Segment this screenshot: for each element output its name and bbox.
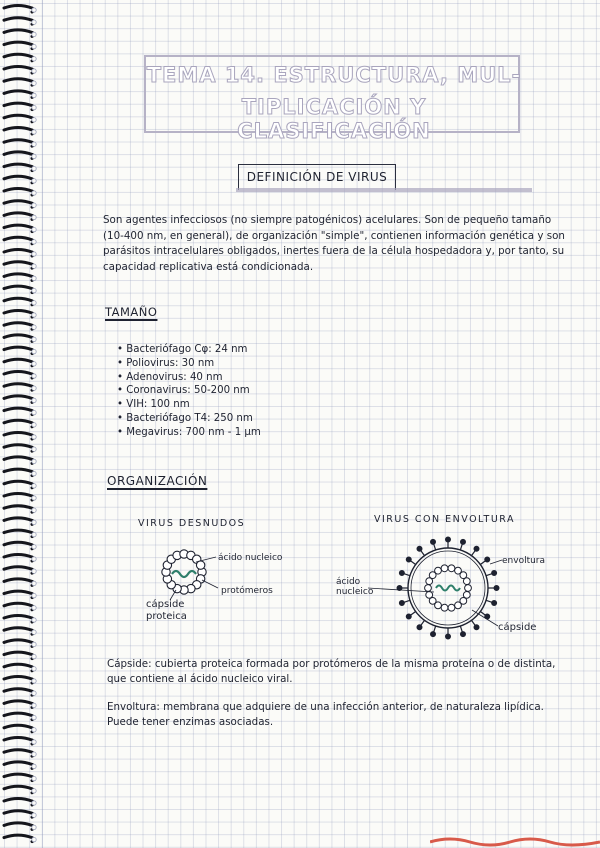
label-nucleico: nucleico [336, 587, 374, 597]
spiral-hole [32, 252, 36, 256]
spiral-ring [4, 6, 34, 13]
spiral-ring [4, 725, 34, 732]
spiral-ring [4, 640, 34, 647]
spiral-ring [4, 274, 34, 281]
spiral-ring [4, 811, 34, 818]
spiral-hole [32, 215, 36, 219]
spike-head [461, 539, 466, 544]
spiral-ring [4, 677, 34, 684]
spiral-hole [32, 581, 36, 585]
spiral-ring [4, 18, 34, 25]
list-item: • VIH: 100 nm [117, 398, 261, 412]
spiral-hole [32, 618, 36, 622]
spiral-hole [32, 179, 36, 183]
spiral-hole [32, 484, 36, 488]
spiral-ring [4, 54, 34, 61]
spiral-hole [32, 752, 36, 756]
section-underline [236, 188, 532, 192]
spiral-ring [4, 799, 34, 806]
protomer [196, 561, 204, 569]
spiral-ring [4, 445, 34, 452]
enveloped-virus-title: VIRUS CON ENVOLTURA [374, 514, 516, 525]
title-line-1: TEMA 14. ESTRUCTURA, MUL- [146, 63, 522, 87]
spiral-ring [4, 616, 34, 623]
spiral-hole [32, 203, 36, 207]
spiral-hole [32, 154, 36, 158]
spiral-hole [32, 337, 36, 341]
spiral-ring [4, 384, 34, 391]
title-box [144, 55, 522, 143]
spiral-hole [32, 118, 36, 122]
spiral-ring [4, 42, 34, 49]
spiral-hole [32, 557, 36, 561]
spiral-hole [32, 691, 36, 695]
section-title: DEFINICIÓN DE VIRUS [246, 170, 388, 184]
spiral-hole [32, 227, 36, 231]
spiral-hole [32, 593, 36, 597]
label-protomeros: protómeros [221, 586, 273, 596]
spiral-ring [4, 713, 34, 720]
spiral-hole [32, 301, 36, 305]
spiral-ring [4, 774, 34, 781]
spiral-hole [32, 362, 36, 366]
spiral-ring [4, 652, 34, 659]
spiral-ring [4, 457, 34, 464]
list-item: • Megavirus: 700 nm - 1 μm [117, 426, 261, 440]
spiral-ring [4, 213, 34, 220]
intro-paragraph: Son agentes infecciosos (no siempre patogénicos) acelulares. Son de pequeño tamaño (10-400 nm, en general), de organización "simple", contienen información genética y son parásitos intracelulares obligados, inertes fuera de la célula hospedadora y, por tanto, su capacidad replicativa está condicionada. [103, 214, 565, 273]
organization-heading: ORGANIZACIÓN [107, 474, 208, 488]
spiral-hole [32, 606, 36, 610]
list-item: • Coronavirus: 50-200 nm [117, 384, 261, 398]
spiral-ring [4, 567, 34, 574]
spiral-hole [32, 288, 36, 292]
spiral-hole [32, 398, 36, 402]
spiral-hole [32, 703, 36, 707]
spiral-ring [4, 152, 34, 159]
spiral-ring [4, 201, 34, 208]
spiral-ring [4, 591, 34, 598]
spiral-hole [32, 728, 36, 732]
spiral-ring [4, 506, 34, 513]
spiral-ring [4, 786, 34, 793]
spiral-hole [32, 57, 36, 61]
spiral-ring [4, 555, 34, 562]
label-acido-nucleico: ácido nucleico [218, 553, 283, 563]
label-acido: ácido [336, 577, 361, 587]
size-heading: TAMAÑO [105, 305, 158, 319]
spiral-hole [32, 630, 36, 634]
spiral-ring [4, 335, 34, 342]
spiral-hole [32, 142, 36, 146]
spiral-ring [4, 579, 34, 586]
spiral-ring [4, 823, 34, 830]
spiral-hole [32, 81, 36, 85]
spiral-ring [4, 262, 34, 269]
spiral-ring [4, 701, 34, 708]
spiral-hole [32, 130, 36, 134]
spiral-ring [4, 762, 34, 769]
label-capside-env: cápside [498, 622, 537, 633]
spiral-ring [4, 396, 34, 403]
spiral-ring [4, 323, 34, 330]
spiral-hole [32, 496, 36, 500]
spiral-hole [32, 715, 36, 719]
spiral-ring [4, 494, 34, 501]
spiral-ring [4, 603, 34, 610]
label-leader-lines [330, 548, 570, 638]
spiral-ring [4, 140, 34, 147]
spiral-hole [32, 349, 36, 353]
spiral-ring [4, 433, 34, 440]
spiral-ring [4, 359, 34, 366]
spiral-ring [4, 67, 34, 74]
spiral-hole [32, 667, 36, 671]
spiral-hole [32, 374, 36, 378]
label-capside: cápside [146, 599, 185, 610]
spiral-hole [32, 471, 36, 475]
margin-line [42, 0, 43, 848]
spiral-ring [4, 628, 34, 635]
spiral-hole [32, 569, 36, 573]
spiral-hole [32, 679, 36, 683]
list-item: • Adenovirus: 40 nm [117, 371, 261, 385]
spiral-ring [4, 664, 34, 671]
spiral-ring [4, 79, 34, 86]
spiral-hole [32, 532, 36, 536]
spiral-ring [4, 128, 34, 135]
spiral-ring [4, 738, 34, 745]
spiral-hole [32, 459, 36, 463]
next-page-edge [430, 830, 600, 848]
spiral-ring [4, 530, 34, 537]
spiral-hole [32, 520, 36, 524]
rna-squiggle-icon [172, 571, 196, 577]
spiral-hole [32, 325, 36, 329]
spiral-hole [32, 386, 36, 390]
spiral-hole [32, 789, 36, 793]
spiral-ring [4, 750, 34, 757]
spike-head [446, 537, 451, 542]
capside-definition: Cápside: cubierta proteica formada por protómeros de la misma proteína o de distinta, que contiene al ácido nucleico viral. [107, 658, 556, 685]
list-item: • Bacteriófago T4: 250 nm [117, 412, 261, 426]
spiral-ring [4, 225, 34, 232]
spiral-hole [32, 313, 36, 317]
spiral-hole [32, 69, 36, 73]
spiral-hole [32, 801, 36, 805]
spiral-hole [32, 264, 36, 268]
spiral-hole [32, 447, 36, 451]
spiral-hole [32, 276, 36, 280]
spiral-hole [32, 32, 36, 36]
spiral-hole [32, 8, 36, 12]
naked-virus-title: VIRUS DESNUDOS [138, 518, 246, 529]
spiral-hole [32, 166, 36, 170]
spiral-ring [4, 176, 34, 183]
spiral-hole [32, 105, 36, 109]
spiral-hole [32, 44, 36, 48]
spiral-ring [4, 469, 34, 476]
spiral-ring [4, 164, 34, 171]
spiral-ring [4, 115, 34, 122]
spiral-ring [4, 347, 34, 354]
spiral-binding [0, 0, 40, 848]
spiral-hole [32, 776, 36, 780]
spiral-ring [4, 250, 34, 257]
label-proteica: proteica [146, 611, 187, 622]
spiral-hole [32, 837, 36, 841]
list-item: • Bacteriófago Cφ: 24 nm [117, 343, 261, 357]
spiral-ring [4, 420, 34, 427]
spiral-ring [4, 91, 34, 98]
spiral-hole [32, 740, 36, 744]
spiral-hole [32, 423, 36, 427]
spiral-ring [4, 30, 34, 37]
spiral-ring [4, 408, 34, 415]
spiral-hole [32, 20, 36, 24]
spiral-hole [32, 642, 36, 646]
spiral-ring [4, 372, 34, 379]
envoltura-definition: Envoltura: membrana que adquiere de una infección anterior, de naturaleza lipídica. Puede tener enzimas asociadas. [107, 701, 544, 728]
spiral-ring [4, 103, 34, 110]
title-line-2: TIPLICACIÓN Y CLASIFICACIÓN [237, 95, 431, 143]
spiral-ring [4, 689, 34, 696]
spiral-ring [4, 189, 34, 196]
spiral-hole [32, 410, 36, 414]
spiral-ring [4, 237, 34, 244]
spiral-hole [32, 240, 36, 244]
label-envoltura: envoltura [502, 556, 546, 566]
spiral-ring [4, 481, 34, 488]
spiral-hole [32, 191, 36, 195]
spiral-ring [4, 311, 34, 318]
spiral-hole [32, 545, 36, 549]
spiral-ring [4, 286, 34, 293]
list-item: • Poliovirus: 30 nm [117, 357, 261, 371]
spiral-hole [32, 654, 36, 658]
spike-head [431, 539, 436, 544]
size-list [117, 343, 261, 440]
spiral-hole [32, 825, 36, 829]
spiral-ring [4, 518, 34, 525]
spiral-ring [4, 298, 34, 305]
spiral-hole [32, 813, 36, 817]
spiral-ring [4, 835, 34, 842]
spiral-hole [32, 435, 36, 439]
section-title-box [238, 164, 396, 190]
spiral-hole [32, 93, 36, 97]
spiral-hole [32, 508, 36, 512]
spiral-hole [32, 764, 36, 768]
spiral-ring [4, 542, 34, 549]
